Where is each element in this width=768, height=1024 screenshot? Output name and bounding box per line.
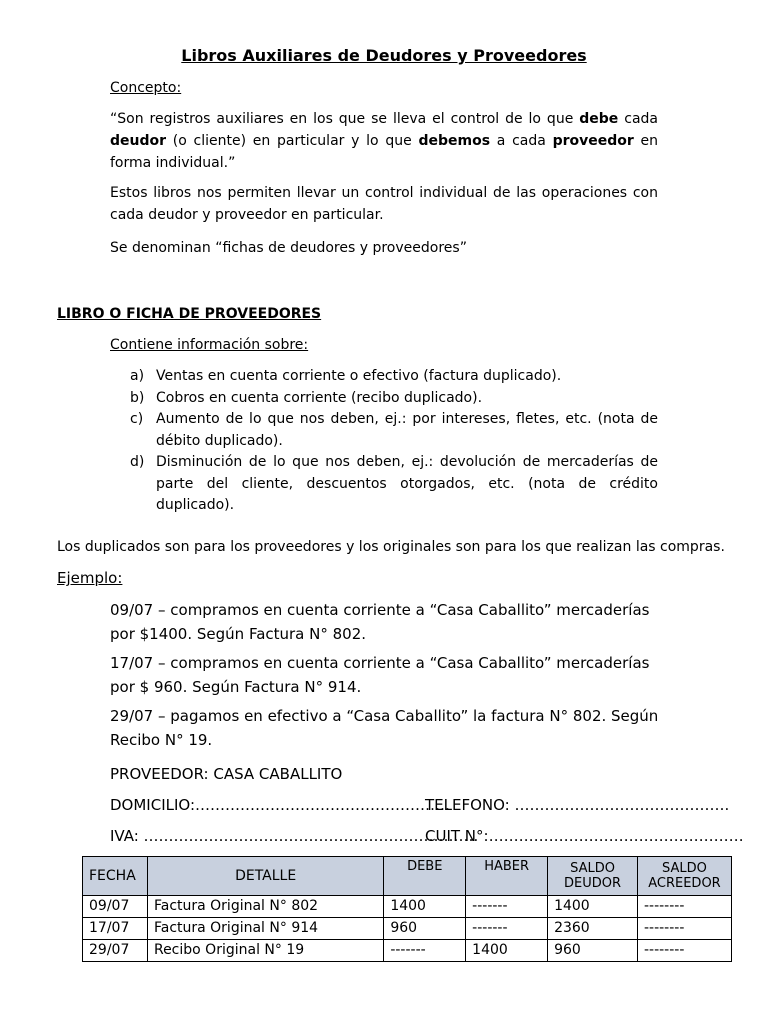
iva-field: IVA: …………………………………………………………. [110,827,479,845]
list-item [130,452,658,517]
cell-saldo-acreedor: -------- [637,918,731,940]
table-header-row [83,857,732,896]
ledger-table [82,856,732,962]
col-header-saldo-acreedor: SALDO ACREEDOR [637,857,731,896]
list-marker: d) [130,454,145,470]
list-item [130,409,658,452]
libros-paragraph: Estos libros nos permiten llevar un control individual de las operaciones con cada deudor y proveedor en particular. [110,185,658,223]
table-row [83,940,732,962]
example-entry: 17/07 – compramos en cuenta corriente a “Casa Caballito” mercaderías por $ 960. Según Factura N° 914. [110,654,650,696]
contiene-label: Contiene información sobre: [110,337,309,353]
col-header-saldo-deudor: SALDO DEUDOR [548,857,638,896]
example-entry: 29/07 – pagamos en efectivo a “Casa Caballito” la factura N° 802. Según Recibo N° 19. [110,707,659,749]
cell-saldo-deudor: 2360 [548,918,638,940]
col-header-detalle: DETALLE [147,857,383,896]
col-header-debe: DEBE [384,857,466,896]
proveedor-field: PROVEEDOR: CASA CABALLITO [110,765,343,783]
list-item [130,388,658,410]
cell-detalle: Factura Original N° 802 [147,896,383,918]
cell-saldo-deudor: 960 [548,940,638,962]
section-heading: LIBRO O FICHA DE PROVEEDORES [57,306,322,322]
cell-haber: ------- [466,918,548,940]
table-row [83,896,732,918]
cell-saldo-acreedor: -------- [637,896,731,918]
telefono-field: TELEFONO: ……………………………………. [425,796,730,814]
cell-debe: 960 [384,918,466,940]
duplicados-text: Los duplicados son para los proveedores y los originales son para los que realizan las compras. [57,539,725,555]
cell-detalle: Recibo Original N° 19 [147,940,383,962]
list-text: Aumento de lo que nos deben, ej.: por intereses, fletes, etc. (nota de débito duplicado). [156,411,658,449]
cell-fecha: 29/07 [83,940,148,962]
table-row [83,918,732,940]
list-text: Cobros en cuenta corriente (recibo duplicado). [156,389,483,406]
cuit-field: CUIT N°:…………………………………………… [425,827,744,845]
concepto-paragraph: “Son registros auxiliares en los que se lleva el control de lo que debe cada deudor (o cliente) en particular y lo que debemos a cada proveedor en forma individual.” [110,111,659,171]
cell-fecha: 17/07 [83,918,148,940]
cell-debe: ------- [384,940,466,962]
list-marker: a) [130,368,145,384]
col-header-haber: HABER [466,857,548,896]
list-marker: c) [130,411,144,427]
ejemplo-label: Ejemplo: [57,569,123,587]
list-text: Disminución de lo que nos deben, ej.: devolución de mercaderías de parte del cliente, descuentos otorgados, etc. (nota de crédito duplicado). [156,454,658,513]
denominacion-paragraph: Se denominan “fichas de deudores y proveedores” [110,240,467,256]
info-list [130,366,658,517]
cell-haber: 1400 [466,940,548,962]
list-marker: b) [130,389,145,406]
col-header-fecha: FECHA [83,857,148,896]
cell-haber: ------- [466,896,548,918]
page-title: Libros Auxiliares de Deudores y Proveedores [181,46,587,65]
cell-saldo-deudor: 1400 [548,896,638,918]
cell-fecha: 09/07 [83,896,148,918]
example-entry: 09/07 – compramos en cuenta corriente a “Casa Caballito” mercaderías por $1400. Según Factura N° 802. [110,601,650,643]
concepto-label: Concepto: [110,80,182,96]
domicilio-field: DOMICILIO:…………………………………………… [110,796,450,814]
list-text: Ventas en cuenta corriente o efectivo (factura duplicado). [156,368,562,384]
cell-saldo-acreedor: -------- [637,940,731,962]
list-item [130,366,658,388]
cell-detalle: Factura Original N° 914 [147,918,383,940]
cell-debe: 1400 [384,896,466,918]
